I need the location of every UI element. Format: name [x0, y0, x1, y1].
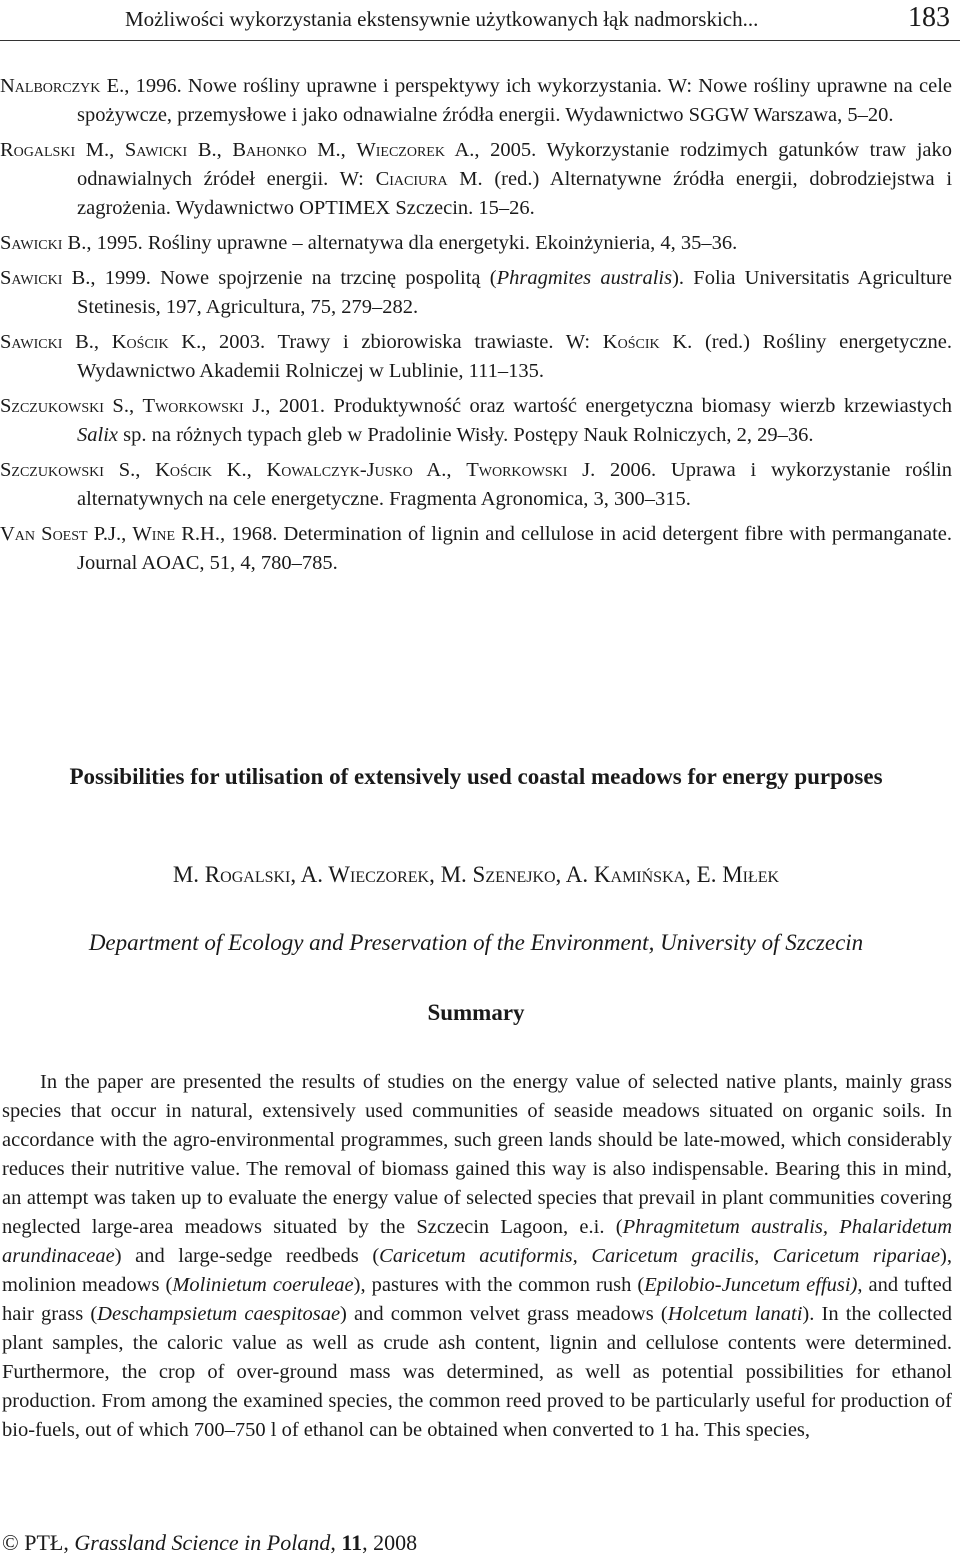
ref-author: Sawicki — [0, 331, 63, 353]
year: , 2008 — [362, 1530, 418, 1555]
ref-author: Szczukowski — [0, 395, 104, 417]
ref-author: Kowalczyk-Jusko — [266, 459, 413, 481]
affiliation: Department of Ecology and Preservation of the Environment, University of Szczecin — [88, 930, 864, 955]
species-name: Caricetum ripariae — [772, 1245, 941, 1267]
ref-species: Phragmites australis — [496, 267, 673, 289]
ref-text: M. (red.) Alternatywne źródła energii, dobrodziejstwa i zagrożenia. Wydawnictwo OPTIMEX Szczecin. 15–26. — [77, 168, 953, 219]
species-name: Holcetum lanati — [667, 1303, 803, 1325]
ref-text: K. (red.) Rośliny energetyczne. Wydawnictwo Akademii Rolniczej w Lublinie, 111–135. — [77, 331, 953, 382]
ref-author: Sawicki — [124, 139, 188, 161]
ref-text: M., — [75, 139, 125, 161]
copyright: © PTŁ, — [2, 1530, 75, 1555]
ref-text: J. 2006. Uprawa i wykorzystanie roślin alternatywnych na cele energetyczne. Fragmenta Agronomica, 3, 300–315. — [77, 459, 952, 510]
summary-text: , and tufted hair grass ( — [2, 1274, 952, 1325]
reference-item — [0, 136, 952, 223]
ref-text: P.J., — [87, 523, 133, 545]
ref-author: Kościk — [155, 459, 212, 481]
ref-text: S., — [103, 395, 143, 417]
ref-text: S., — [103, 459, 156, 481]
ref-text: ). Folia Universitatis Agriculture Stetinesis, 197, Agricultura, 75, 279–282. — [77, 267, 953, 318]
species-name: Deschampsietum caespitosae — [97, 1303, 341, 1325]
ref-author: Bahonko — [232, 139, 307, 161]
ref-author: Sawicki — [0, 267, 63, 289]
summary-text: ). In the collected plant samples, the caloric value as well as crude ash content, lignin and cellulose contents were determined. Furthermore, the crop of over-ground mass was determined, as well as potential possibilities for ethanol production. From among the examined species, the common reed proved to be particularly useful for production of bio-fuels, out of which 700–750 l of ethanol can be obtained when converted to 1 ha. This species, — [2, 1303, 952, 1441]
running-header — [0, 0, 960, 42]
ref-text: , 1996. Nowe rośliny uprawne i perspektywy ich wykorzystania. W: Nowe rośliny uprawne na cele spożywcze, przemysłowe i jako odnawialne źródła energii. Wydawnictwo SGGW Warszawa, 5–20. — [77, 75, 952, 126]
species-name: Phragmitetum australis, Phalaridetum arundinaceae — [2, 1216, 952, 1267]
reference-item — [0, 520, 952, 578]
ref-author: Ciaciura — [375, 168, 448, 190]
ref-text: R.H., 1968. Determination of lignin and cellulose in acid detergent fibre with permanganate. Journal AOAC, 51, 4, 780–785. — [77, 523, 952, 574]
reference-list — [0, 72, 952, 578]
author-line: M. Rogalski, A. Wieczorek, M. Szenejko, A. Kamińska, E. Miłek — [172, 862, 780, 887]
ref-author: Rogalski — [0, 139, 76, 161]
english-title: Possibilities for utilisation of extensively used coastal meadows for energy purposes — [69, 764, 883, 789]
ref-author: Szczukowski — [0, 459, 104, 481]
ref-text: B., 1999. Nowe spojrzenie na trzcinę pospolitą ( — [62, 267, 497, 289]
footer — [2, 1530, 417, 1556]
species-name: Epilobio-Juncetum effusi) — [644, 1274, 858, 1296]
ref-author: Wine — [132, 523, 176, 545]
ref-text: A., — [412, 459, 467, 481]
ref-text: J., 2001. Produktywność oraz wartość energetyczna biomasy wierzb krzewiastych — [243, 395, 952, 417]
ref-text: A., 2005. Wykorzystanie rodzimych gatunków traw jako odnawialnych źródeł energii. W: — [77, 139, 952, 190]
summary-paragraph — [2, 1068, 952, 1445]
ref-author: Kościk — [111, 331, 169, 353]
reference-item — [0, 72, 952, 130]
ref-text: K., 2003. Trawy i zbiorowiska trawiaste. W: — [168, 331, 603, 353]
ref-author: Sawicki — [0, 232, 63, 254]
volume: 11 — [341, 1530, 363, 1555]
ref-author: Tworkowski — [142, 395, 244, 417]
summary-text: In the paper are presented the results of studies on the energy value of selected native plants, mainly grass species that occur in natural, extensively used communities of seaside meadows situated on organic soils. In accordance with the agro-environmental programmes, such green lands should be late-mowed, which considerably reduces their nutritive value. The removal of biomass gained this way is also indispensable. Bearing this in mind, an attempt was taken up to evaluate the energy value of selected species that prevail in plant communities covering neglected large-area meadows situated by the Szczecin Lagoon, e.i. ( — [2, 1071, 952, 1238]
footer-sep: , — [330, 1530, 342, 1555]
running-title: Możliwości wykorzystania ekstensywnie użytkowanych łąk nadmorskich... — [125, 7, 759, 31]
reference-item — [0, 392, 952, 450]
summary-text: ) and common velvet grass meadows ( — [340, 1303, 668, 1325]
ref-text: B., — [62, 331, 112, 353]
summary-text: ), molinion meadows ( — [2, 1245, 952, 1296]
ref-text: B., — [187, 139, 233, 161]
species-name: Molinietum coeruleae — [172, 1274, 354, 1296]
ref-text: K., — [211, 459, 267, 481]
ref-author: Nalborczyk E. — [0, 75, 125, 97]
reference-item — [0, 456, 952, 514]
ref-species: Salix — [77, 424, 118, 446]
summary-heading: Summary — [427, 1000, 525, 1025]
reference-item — [0, 264, 952, 322]
ref-author: Van Soest — [0, 523, 88, 545]
page-number: 183 — [908, 2, 950, 33]
ref-text: M., — [306, 139, 357, 161]
ref-author: Tworkowski — [466, 459, 568, 481]
journal-name: Grassland Science in Poland — [74, 1530, 331, 1555]
species-name: Caricetum acutiformis, Caricetum gracilis — [379, 1245, 755, 1267]
ref-author: Kościk — [602, 331, 660, 353]
summary-text: ), pastures with the common rush ( — [353, 1274, 645, 1296]
reference-item — [0, 328, 952, 386]
header-rule — [0, 40, 960, 41]
summary-text: ) and large-sedge reedbeds ( — [114, 1245, 380, 1267]
ref-text: sp. na różnych typach gleb w Pradolinie Wisły. Postępy Nauk Rolniczych, 2, 29–36. — [118, 424, 814, 446]
ref-author: Wieczorek — [356, 139, 445, 161]
reference-item — [0, 229, 952, 258]
ref-text: B., 1995. Rośliny uprawne – alternatywa dla energetyki. Ekoinżynieria, 4, 35–36. — [62, 232, 738, 254]
summary-text: , — [754, 1245, 773, 1267]
